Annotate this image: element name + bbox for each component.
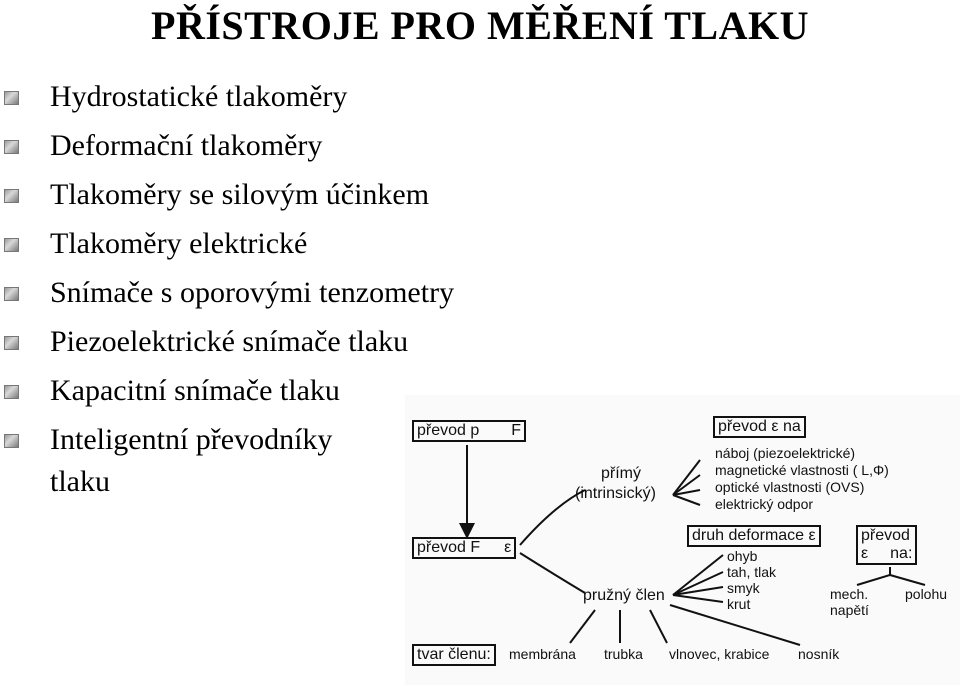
box-prevod-f-e: převod F ε	[412, 537, 516, 559]
shape-item: vlnovec, krabice	[669, 646, 770, 662]
pressure-sensor-diagram	[405, 395, 960, 685]
list-item: Tlakoměry se silovým účinkem	[0, 172, 560, 218]
effect-item: optické vlastnosti (OVS)	[715, 479, 865, 495]
label-primy: přímý	[601, 465, 641, 482]
deformation-item: smyk	[727, 580, 760, 596]
label-napeti: napětí	[830, 602, 869, 618]
bullet-square-icon	[4, 140, 19, 154]
list-item: Hydrostatické tlakoměry	[0, 74, 560, 120]
box-prevod-e-na-2: převod ε na:	[856, 525, 917, 565]
shape-item: trubka	[604, 646, 643, 662]
list-item: Snímače s oporovými tenzometry	[0, 270, 560, 316]
page-title: PŘÍSTROJE PRO MĚŘENÍ TLAKU	[151, 3, 809, 48]
effect-item: náboj (piezoelektrické)	[715, 445, 856, 461]
label-polohu: polohu	[905, 586, 948, 602]
box-druh-deformace: druh deformace ε	[687, 525, 821, 547]
list-item: Inteligentní převodníky tlaku	[0, 417, 560, 463]
deformation-item: tah, tlak	[727, 564, 777, 580]
label-mech: mech.	[830, 586, 869, 602]
label-pruzny-clen: pružný člen	[583, 587, 665, 604]
box-prevod-e-na: převod ε na	[713, 416, 806, 438]
bullet-square-icon	[4, 336, 19, 350]
bullet-square-icon	[4, 287, 19, 301]
list-item: Piezoelektrické snímače tlaku	[0, 319, 560, 365]
box-prevod-p-f: převod p F	[412, 420, 526, 442]
bullet-square-icon	[4, 238, 19, 252]
list-item: Kapacitní snímače tlaku	[0, 368, 560, 414]
shape-item: membrána	[509, 646, 576, 662]
deformation-item: ohyb	[727, 548, 758, 564]
label-intrinsicky: (intrinsický)	[575, 485, 656, 502]
box-tvar-clenu: tvar členu:	[412, 644, 496, 666]
effect-item: elektrický odpor	[715, 496, 814, 512]
list-item: Tlakoměry elektrické	[0, 221, 560, 267]
list-item: Deformační tlakoměry	[0, 123, 560, 169]
bullet-square-icon	[4, 434, 19, 448]
bullet-square-icon	[4, 189, 19, 203]
shape-item: nosník	[798, 646, 840, 662]
bullet-square-icon	[4, 91, 19, 105]
deformation-item: krut	[727, 596, 751, 612]
bullet-square-icon	[4, 385, 19, 399]
effect-item: magnetické vlastnosti ( L,Φ)	[715, 462, 889, 478]
